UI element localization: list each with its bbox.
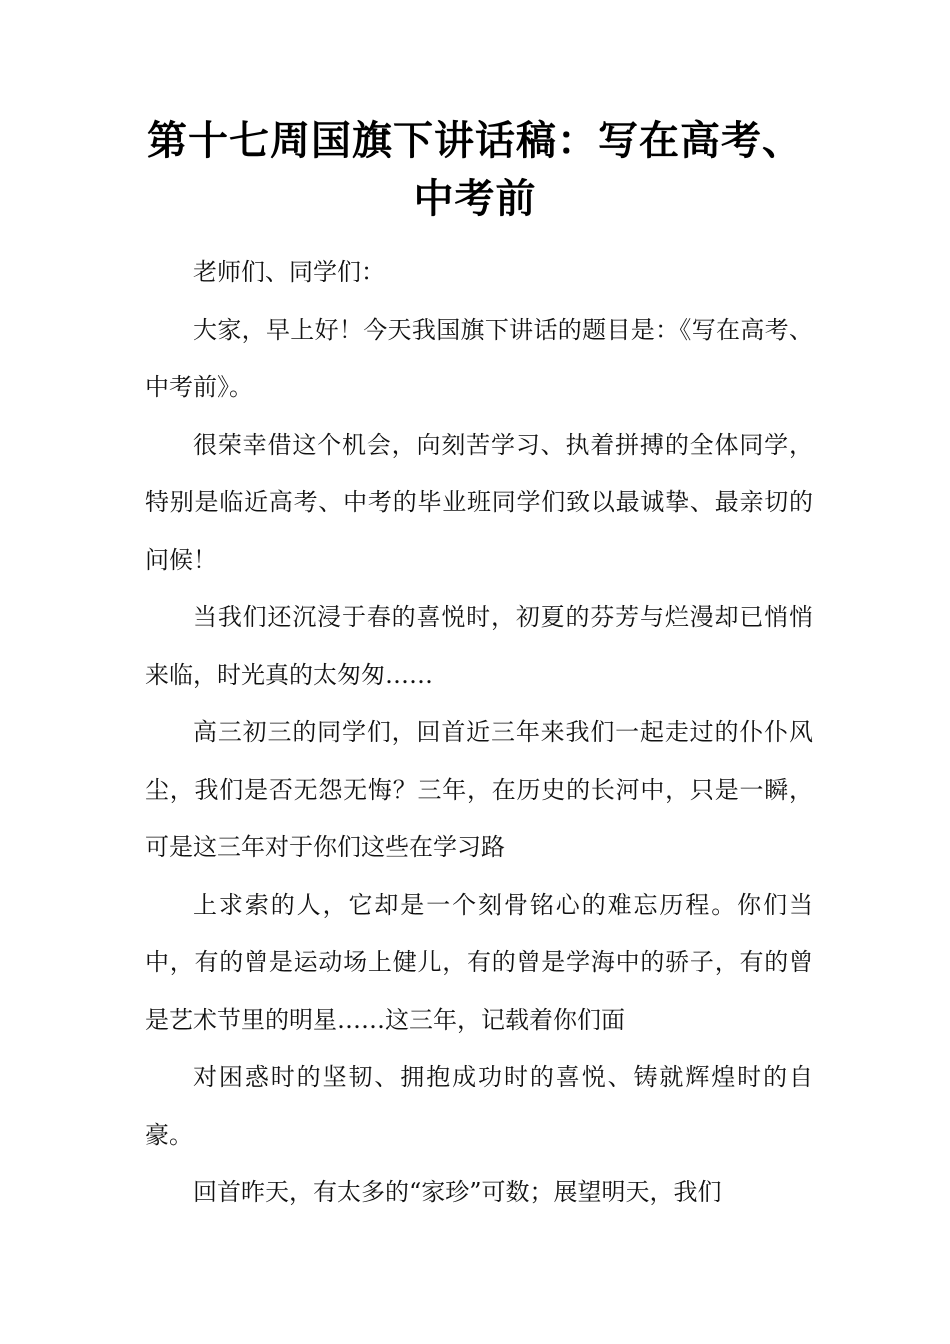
- paragraph: 回首昨天，有太多的“家珍”可数；展望明天，我们: [193, 1178, 722, 1206]
- document-body: [145, 244, 813, 1222]
- paragraph: 对困惑时的坚韧、拥抱成功时的喜悦、铸就辉煌时的自豪。: [145, 1063, 813, 1149]
- paragraph: 上求索的人，它却是一个刻骨铭心的难忘历程。你们当中，有的曾是运动场上健儿，有的曾是学海中的骄子，有的曾是艺术节里的明星……这三年，记载着你们面: [145, 890, 813, 1034]
- paragraph: 当我们还沉浸于春的喜悦时，初夏的芬芳与烂漫却已悄悄来临，时光真的太匆匆……: [145, 603, 813, 689]
- paragraph: 高三初三的同学们，回首近三年来我们一起走过的仆仆风尘，我们是否无怨无悔？三年，在历史的长河中，只是一瞬，可是这三年对于你们这些在学习路: [145, 718, 813, 861]
- paragraph-salutation: 老师们、同学们：: [193, 258, 385, 286]
- paragraph: 很荣幸借这个机会，向刻苦学习、执着拼搏的全体同学，特别是临近高考、中考的毕业班同学们致以最诚挚、最亲切的问候！: [145, 430, 813, 574]
- document-title: 第十七周国旗下讲话稿：写在高考、中考前: [147, 117, 803, 222]
- paragraph: 大家，早上好！今天我国旗下讲话的题目是：《写在高考、中考前》。: [145, 315, 813, 401]
